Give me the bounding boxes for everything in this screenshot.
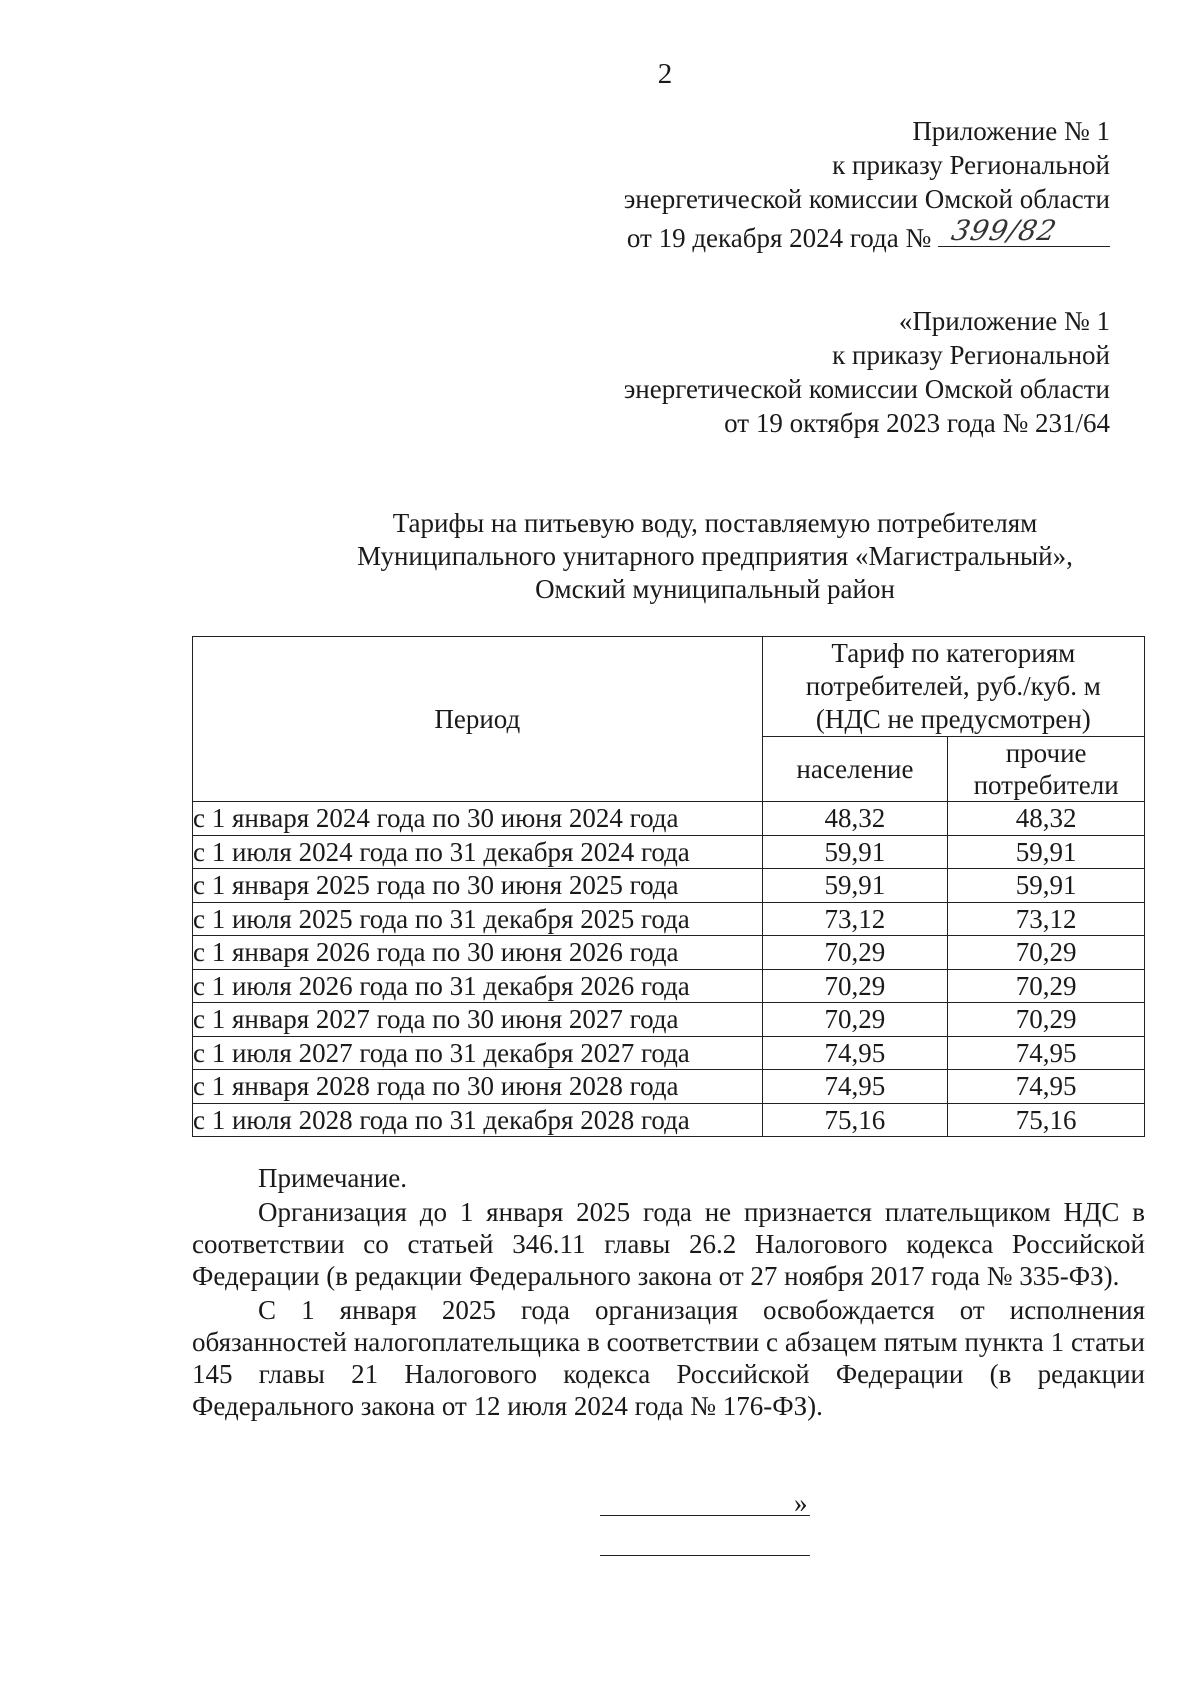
header-other-line-1: прочие [1005, 738, 1087, 768]
appendix-title: Приложение № 1 [912, 116, 1110, 146]
other-tariff-cell: 70,29 [948, 936, 1145, 970]
population-tariff-cell: 73,12 [762, 902, 948, 936]
table-row [193, 869, 1145, 903]
header-population: население [762, 737, 948, 802]
previous-appendix-order-date: от 19 октября 2023 года № 231/64 [724, 408, 1110, 438]
closing-underline-1 [600, 1515, 810, 1516]
other-tariff-cell: 48,32 [948, 802, 1145, 836]
appendix-order-date [624, 216, 1110, 255]
note-paragraph-1: Организация до 1 января 2025 года не признается плательщиком НДС в соответствии со статьей 346.11 главы 26.2 Налогового кодекса Российской Федерации (в редакции Федерального закона от 27 ноября 2017 года № 335-ФЗ). [192, 1197, 1145, 1291]
population-tariff-cell: 74,95 [762, 1036, 948, 1070]
population-tariff-cell: 70,29 [762, 969, 948, 1003]
period-cell: с 1 января 2028 года по 30 июня 2028 года [193, 1070, 763, 1104]
period-cell: с 1 июля 2026 года по 31 декабря 2026 года [193, 969, 763, 1003]
note-paragraph-2: С 1 января 2025 года организация освобождается от исполнения обязанностей налогоплательщика в соответствии с абзацем пятым пункта 1 статьи 145 главы 21 Налогового кодекса Российской Федерации (в редакции Федерального закона от 12 июля 2024 года № 176-ФЗ). [192, 1295, 1145, 1421]
population-tariff-cell: 59,91 [762, 835, 948, 869]
period-cell: с 1 июля 2024 года по 31 декабря 2024 года [193, 835, 763, 869]
note-heading: Примечание. [258, 1163, 408, 1193]
order-number-field [938, 216, 1110, 247]
population-tariff-cell: 75,16 [762, 1103, 948, 1137]
appendix-order-ref: к приказу Региональной [832, 150, 1110, 180]
header-other-line-2: потребители [973, 770, 1119, 800]
appendix-header-new [624, 114, 1110, 255]
period-cell: с 1 января 2025 года по 30 июня 2025 года [193, 869, 763, 903]
closing-underline-2 [600, 1555, 810, 1556]
title-line-3: Омский муниципальный район [535, 574, 895, 604]
header-tariff-line-2: потребителей, руб./куб. м [805, 671, 1101, 701]
header-period: Период [193, 637, 763, 802]
header-other-consumers [948, 737, 1145, 802]
table-row [193, 802, 1145, 836]
other-tariff-cell: 70,29 [948, 1003, 1145, 1037]
table-row [193, 1070, 1145, 1104]
other-tariff-cell: 74,95 [948, 1036, 1145, 1070]
header-tariff-line-1: Тариф по категориям [831, 638, 1076, 668]
table-row [193, 1103, 1145, 1137]
table-row [193, 902, 1145, 936]
other-tariff-cell: 59,91 [948, 869, 1145, 903]
period-cell: с 1 января 2024 года по 30 июня 2024 года [193, 802, 763, 836]
table-row [193, 835, 1145, 869]
other-tariff-cell: 74,95 [948, 1070, 1145, 1104]
other-tariff-cell: 73,12 [948, 902, 1145, 936]
other-tariff-cell: 59,91 [948, 835, 1145, 869]
population-tariff-cell: 74,95 [762, 1070, 948, 1104]
table-row [193, 1003, 1145, 1037]
tariff-table-body [193, 802, 1145, 1137]
title-line-1: Тарифы на питьевую воду, поставляемую потребителям [392, 508, 1038, 538]
table-row [193, 1036, 1145, 1070]
document-title [190, 507, 1200, 606]
period-cell: с 1 января 2026 года по 30 июня 2026 года [193, 936, 763, 970]
previous-appendix-title: «Приложение № 1 [898, 306, 1110, 336]
order-number-handwritten: 399/82 [948, 214, 1061, 247]
previous-appendix-commission: энергетической комиссии Омской области [623, 374, 1110, 404]
period-cell: с 1 июля 2025 года по 31 декабря 2025 года [193, 902, 763, 936]
page-number: 2 [657, 58, 673, 90]
table-row [193, 969, 1145, 1003]
table-row [193, 936, 1145, 970]
tariff-table [192, 636, 1145, 1137]
period-cell: с 1 января 2027 года по 30 июня 2027 года [193, 1003, 763, 1037]
population-tariff-cell: 59,91 [762, 869, 948, 903]
population-tariff-cell: 70,29 [762, 936, 948, 970]
previous-appendix-order-ref: к приказу Региональной [832, 340, 1110, 370]
other-tariff-cell: 75,16 [948, 1103, 1145, 1137]
period-cell: с 1 июля 2027 года по 31 декабря 2027 года [193, 1036, 763, 1070]
period-cell: с 1 июля 2028 года по 31 декабря 2028 года [193, 1103, 763, 1137]
closing-quote-mark: » [794, 1488, 808, 1518]
header-tariff [762, 637, 1144, 737]
order-date-prefix: от 19 декабря 2024 года № [626, 223, 932, 253]
header-tariff-line-3: (НДС не предусмотрен) [815, 704, 1091, 734]
population-tariff-cell: 48,32 [762, 802, 948, 836]
appendix-commission: энергетической комиссии Омской области [623, 184, 1110, 214]
title-line-2: Муниципального унитарного предприятия «Магистральный», [357, 541, 1073, 571]
note-block [192, 1162, 1145, 1424]
appendix-header-previous [624, 304, 1110, 440]
other-tariff-cell: 70,29 [948, 969, 1145, 1003]
population-tariff-cell: 70,29 [762, 1003, 948, 1037]
